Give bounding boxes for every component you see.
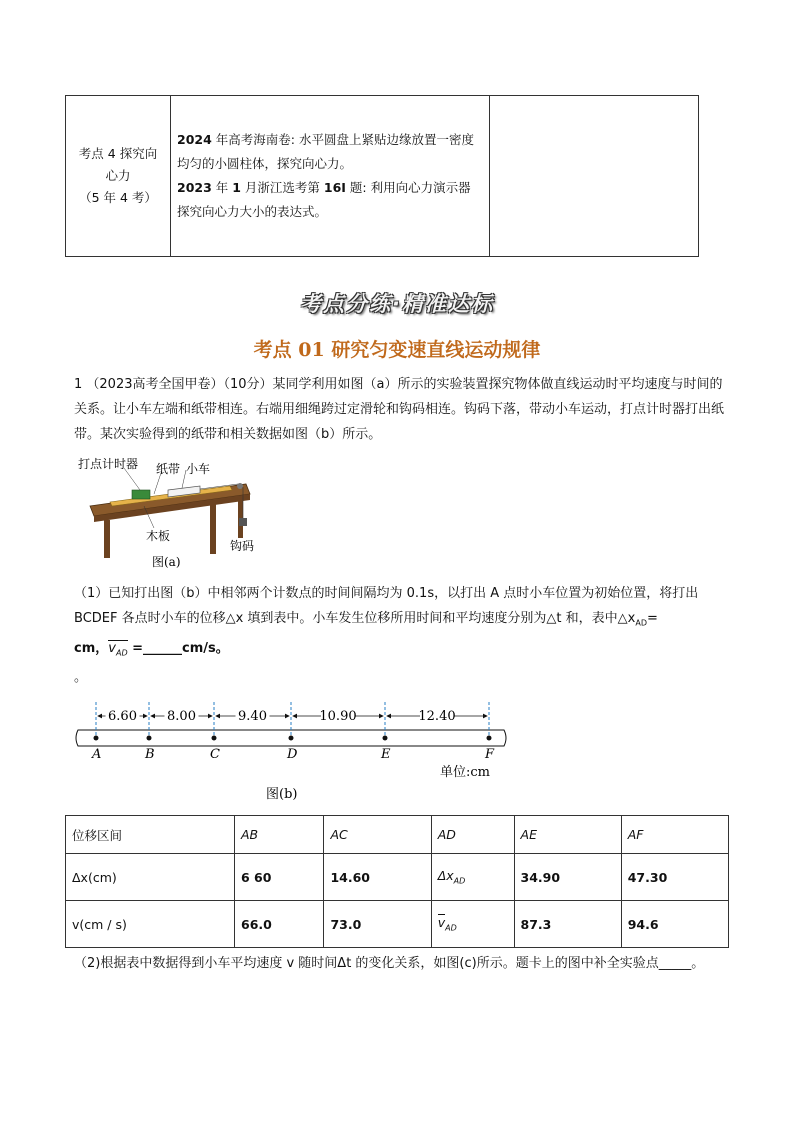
label-timer: 打点计时器 — [78, 457, 139, 471]
label-tape: 纸带 — [156, 462, 181, 476]
label-board: 木板 — [146, 529, 171, 543]
figure-b-tape — [72, 700, 512, 805]
data-table — [65, 815, 729, 948]
exam-cell — [171, 96, 490, 257]
table-cell: 6 60 — [235, 854, 324, 901]
segment-length: 6.60 — [108, 709, 137, 724]
label-weight: 钩码 — [230, 539, 255, 553]
top-table — [65, 95, 699, 257]
empty-cell — [490, 96, 699, 257]
point-label: A — [92, 747, 102, 762]
point-label: E — [381, 747, 391, 762]
header-cell: AF — [621, 816, 728, 854]
segment-length: 8.00 — [167, 709, 196, 724]
point-label: F — [485, 747, 495, 762]
exam-item-2: 2023 年 1 月浙江选考第 16I 题: 利用向心力演示器探究向心力大小的表达式。 — [177, 180, 471, 219]
tape-dot — [487, 736, 492, 741]
caption-b: 图(b) — [266, 787, 298, 802]
tape-dot — [289, 736, 294, 741]
header-cell: AC — [324, 816, 431, 854]
banner-title: 考点分练·精准达标 — [300, 292, 494, 316]
header-cell: 位移区间 — [66, 816, 235, 854]
segment-length: 12.40 — [418, 709, 456, 724]
section-title: 考点 01 研究匀变速直线运动规律 — [253, 339, 541, 361]
kaodian-line-3: （5 年 4 考） — [79, 190, 157, 205]
pulley — [237, 483, 243, 489]
table-cell: $v_{AD}$ — [431, 901, 514, 948]
kaodian-line-2: 心力 — [105, 168, 131, 183]
tape-dot — [147, 736, 152, 741]
segment-length: 10.90 — [319, 709, 357, 724]
table-cell: 47.30 — [621, 854, 728, 901]
question-part1: （1）已知打出图（b）中相邻两个计数点的时间间隔均为 0.1s，以打出 A 点时小车位置为初始位置，将打出 BCDEF 各点时小车的位移△x 填到表中。小车发生位移所用时间和平均速度分别为△t 和，表中$\triangle x_{AD}=$ cm，$v_{AD}$ =______cm/s。 。 — [74, 586, 699, 686]
timer-device — [132, 490, 150, 499]
table-leg — [210, 502, 216, 554]
point-label: C — [210, 747, 220, 762]
row-label: Δx(cm) — [66, 854, 235, 901]
point-label: D — [287, 747, 298, 762]
header-cell: AB — [235, 816, 324, 854]
unit-label: 单位:cm — [440, 765, 490, 780]
table-cell: 34.90 — [514, 854, 621, 901]
figure-a-apparatus — [74, 456, 264, 574]
point-label: B — [145, 747, 155, 762]
tape-dot — [94, 736, 99, 741]
weight — [239, 518, 247, 526]
table-cell: 14.60 — [324, 854, 431, 901]
header-cell: AD — [431, 816, 514, 854]
table-cell: $\Delta x_{AD}$ — [431, 854, 514, 901]
caption-a: 图(a) — [152, 555, 181, 569]
table-cell: 73.0 — [324, 901, 431, 948]
kaodian-cell — [66, 96, 171, 257]
kaodian-line-1: 考点 4 探究向 — [78, 146, 158, 161]
table-row — [66, 901, 729, 948]
question-part2: （2)根据表中数据得到小车平均速度 v 随时间Δt 的变化关系，如图(c)所示。题卡上的图中补全实验点_____。 — [74, 956, 705, 971]
table-cell: 94.6 — [621, 901, 728, 948]
tape-dot — [212, 736, 217, 741]
exam-item-1: 2024 年高考海南卷: 水平圆盘上紧贴边缘放置一密度均匀的小圆柱体，探究向心力。 — [177, 132, 474, 171]
table-row — [66, 854, 729, 901]
table-cell: 66.0 — [235, 901, 324, 948]
tape-dot — [383, 736, 388, 741]
segment-length: 9.40 — [238, 709, 267, 724]
table-row — [66, 816, 729, 854]
table-leg — [104, 520, 110, 558]
table-cell: 87.3 — [514, 901, 621, 948]
header-cell: AE — [514, 816, 621, 854]
label-car: 小车 — [186, 462, 211, 476]
row-label: v(cm / s) — [66, 901, 235, 948]
question-intro: 1 （2023高考全国甲卷）（10分）某同学利用如图（a）所示的实验装置探究物体做直线运动时平均速度与时间的关系。让小车左端和纸带相连。右端用细绳跨过定滑轮和钩码相连。钩码下落，带动小车运动，打点计时器打出纸带。某次实验得到的纸带和相关数据如图（b）所示。 — [74, 377, 725, 442]
